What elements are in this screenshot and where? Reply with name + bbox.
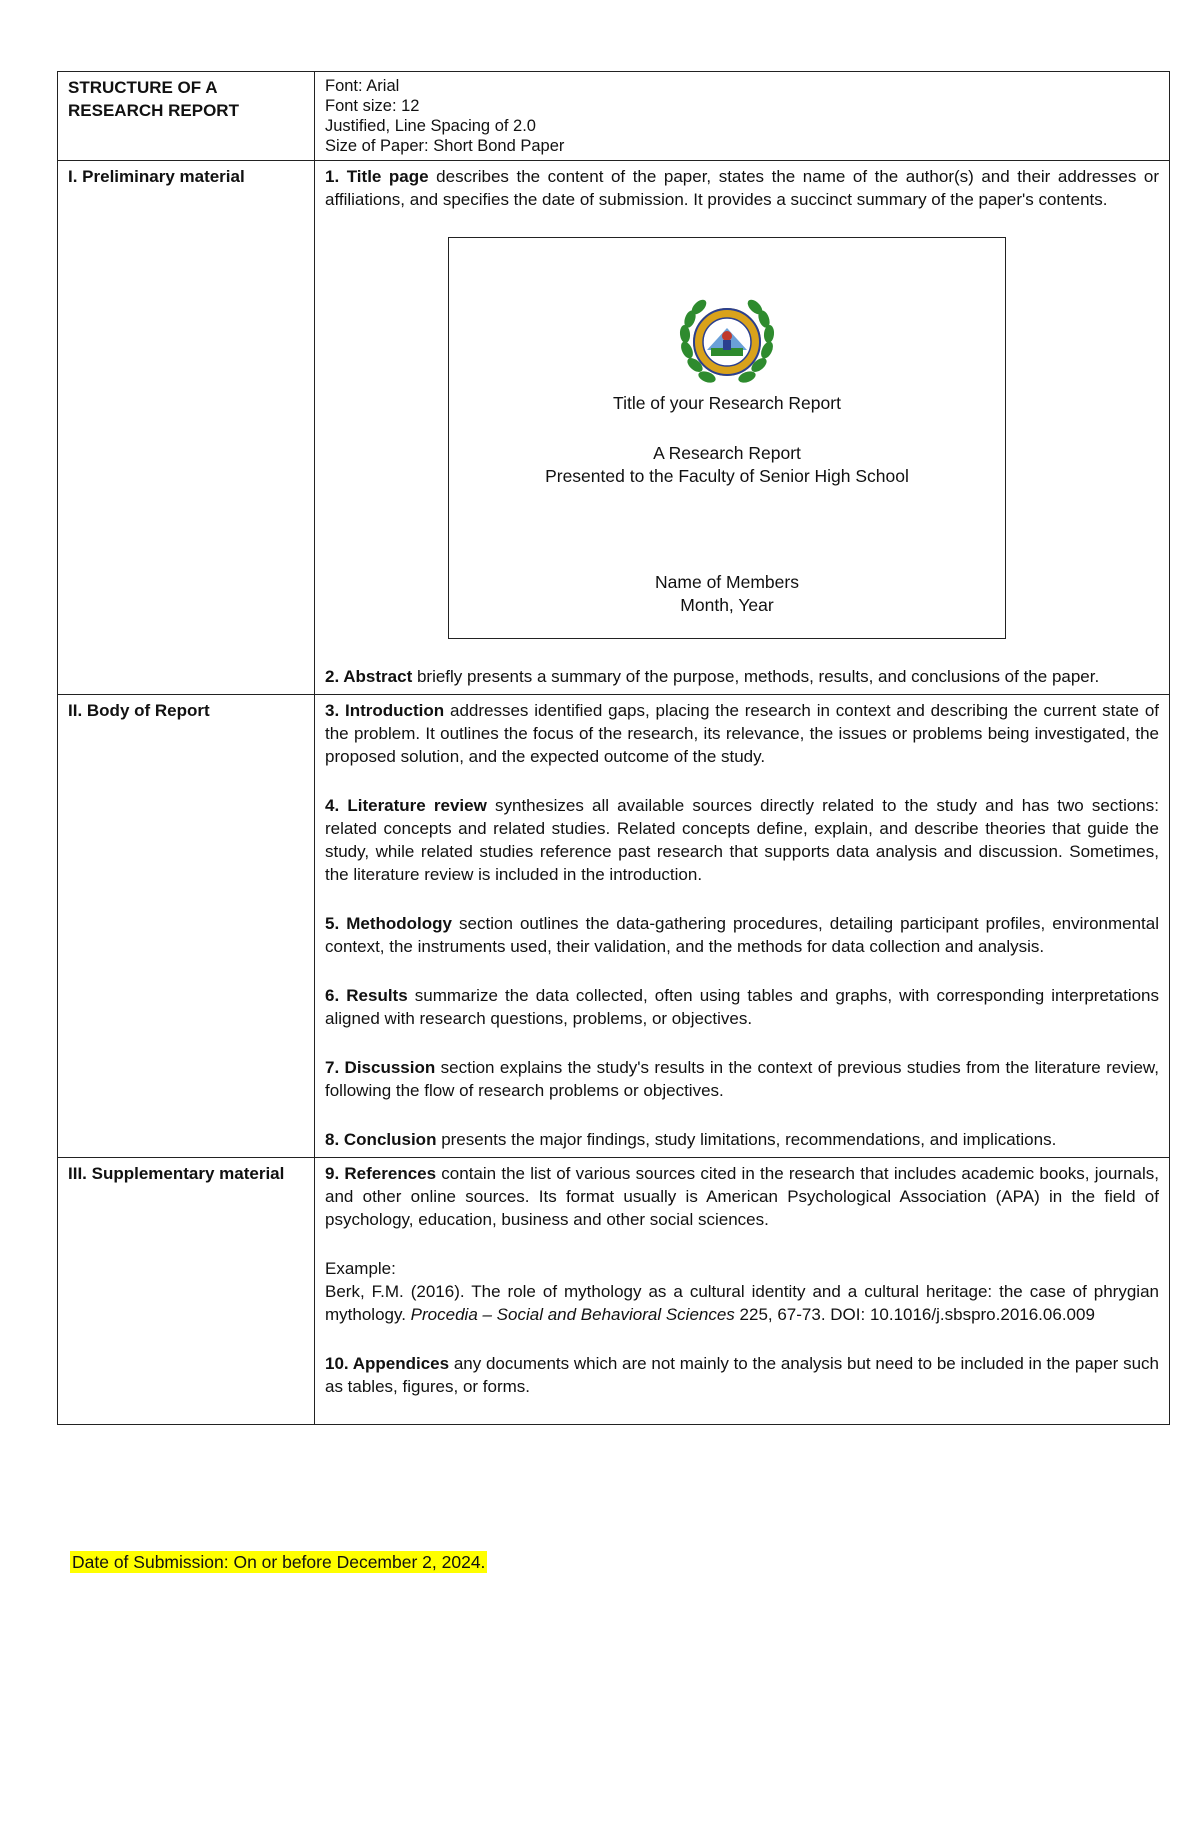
reference-example [325,1257,1159,1326]
format-line-paper: Size of Paper: Short Bond Paper [325,137,565,155]
table-header-row [58,72,1170,161]
sample-report-date: Month, Year [680,595,774,615]
item-text: section outlines the data-gathering procedures, detailing participant profiles, environmental context, the instruments used, their validation, and the methods for data collection and analysis. [325,914,1160,956]
item-term: 6. Results [325,986,408,1005]
item-discussion [325,1056,1159,1102]
reference-authors-title: Berk, F.M. (2016). The role of mythology as a cultural identity and a cultural heritage: the case of phrygian mythology. [325,1282,1159,1324]
example-label: Example: [325,1259,396,1278]
sample-report-members: Name of Members [655,572,799,592]
section-content-supplementary [315,1158,1170,1425]
item-text: any documents which are not mainly to the analysis but need to be included in the paper such as tables, figures, or forms. [325,1354,1159,1396]
table-row-body [58,695,1170,1158]
reference-journal: Procedia – Social and Behavioral Sciences [410,1305,735,1324]
example-reference [325,1280,1159,1326]
format-requirements-cell [315,72,1170,161]
item-text: summarize the data collected, often using tables and graphs, with corresponding interpretations aligned with research questions, problems, or objectives. [325,986,1160,1028]
document-page [57,71,1170,1425]
item-term: 5. Methodology [325,914,452,933]
structure-table [57,71,1170,1425]
format-line-size: Font size: 12 [325,97,420,115]
item-term: 7. Discussion [325,1058,436,1077]
format-line-font: Font: Arial [325,77,400,95]
item-text: section explains the study's results in the context of previous studies from the literature review, following the flow of research problems or objectives. [325,1058,1159,1100]
format-line-spacing: Justified, Line Spacing of 2.0 [325,117,536,135]
item-results [325,984,1159,1030]
item-term: 4. Literature review [325,796,487,815]
submission-date-text: Date of Submission: On or before December 2, 2024. [72,1552,486,1572]
section-label-body [58,695,315,1158]
item-literature-review [325,794,1159,886]
item-text: briefly presents a summary of the purpose, methods, results, and conclusions of the paper. [412,667,1100,686]
item-conclusion [325,1128,1159,1151]
section-label-text: I. Preliminary material [68,167,245,186]
table-row-preliminary [58,161,1170,695]
item-title-page [325,165,1159,211]
table-row-supplementary [58,1158,1170,1425]
item-methodology [325,912,1159,958]
structure-title: STRUCTURE OF A RESEARCH REPORT [68,78,239,120]
sample-report-title: Title of your Research Report [613,393,841,413]
sample-report-subtitle: A Research Report [653,443,801,463]
item-term: 10. Appendices [325,1354,450,1373]
item-abstract [325,665,1159,688]
item-text: presents the major findings, study limitations, recommendations, and implications. [436,1130,1057,1149]
section-label-preliminary [58,161,315,695]
item-term: 1. Title page [325,167,429,186]
reference-volume-doi: 225, 67-73. DOI: 10.1016/j.sbspro.2016.06.009 [734,1305,1095,1324]
sample-title-page [448,237,1006,639]
item-term: 8. Conclusion [325,1130,437,1149]
submission-date-note [70,1552,487,1573]
school-seal-icon [677,292,777,392]
item-text: synthesizes all available sources directly related to the study and has two sections: related concepts and related studies. Related concepts define, explain, and describe theories that guide the study, while related studies reference past research that supports data analysis and discussion. Sometimes, the literature review is included in the introduction. [325,796,1159,884]
item-references [325,1162,1159,1231]
section-label-text: III. Supplementary material [68,1164,285,1183]
item-text: addresses identified gaps, placing the research in context and describing the current state of the problem. It outlines the focus of the research, its relevance, the issues or problems being investigated, the proposed solution, and the expected outcome of the study. [325,701,1159,766]
section-content-body [315,695,1170,1158]
item-term: 3. Introduction [325,701,445,720]
section-label-text: II. Body of Report [68,701,210,720]
item-introduction [325,699,1159,768]
sample-report-faculty: Presented to the Faculty of Senior High School [545,466,909,486]
section-label-supplementary [58,1158,315,1425]
header-left-cell [58,72,315,161]
item-appendices [325,1352,1159,1398]
section-content-preliminary [315,161,1170,695]
item-text: describes the content of the paper, states the name of the author(s) and their addresses or affiliations, and specifies the date of submission. It provides a succinct summary of the paper's contents. [325,167,1159,209]
item-text: contain the list of various sources cited in the research that includes academic books, journals, and other online sources. Its format usually is American Psychological Association (APA) in the field of psychology, education, business and other social sciences. [325,1164,1159,1229]
item-term: 2. Abstract [325,667,413,686]
item-term: 9. References [325,1164,437,1183]
